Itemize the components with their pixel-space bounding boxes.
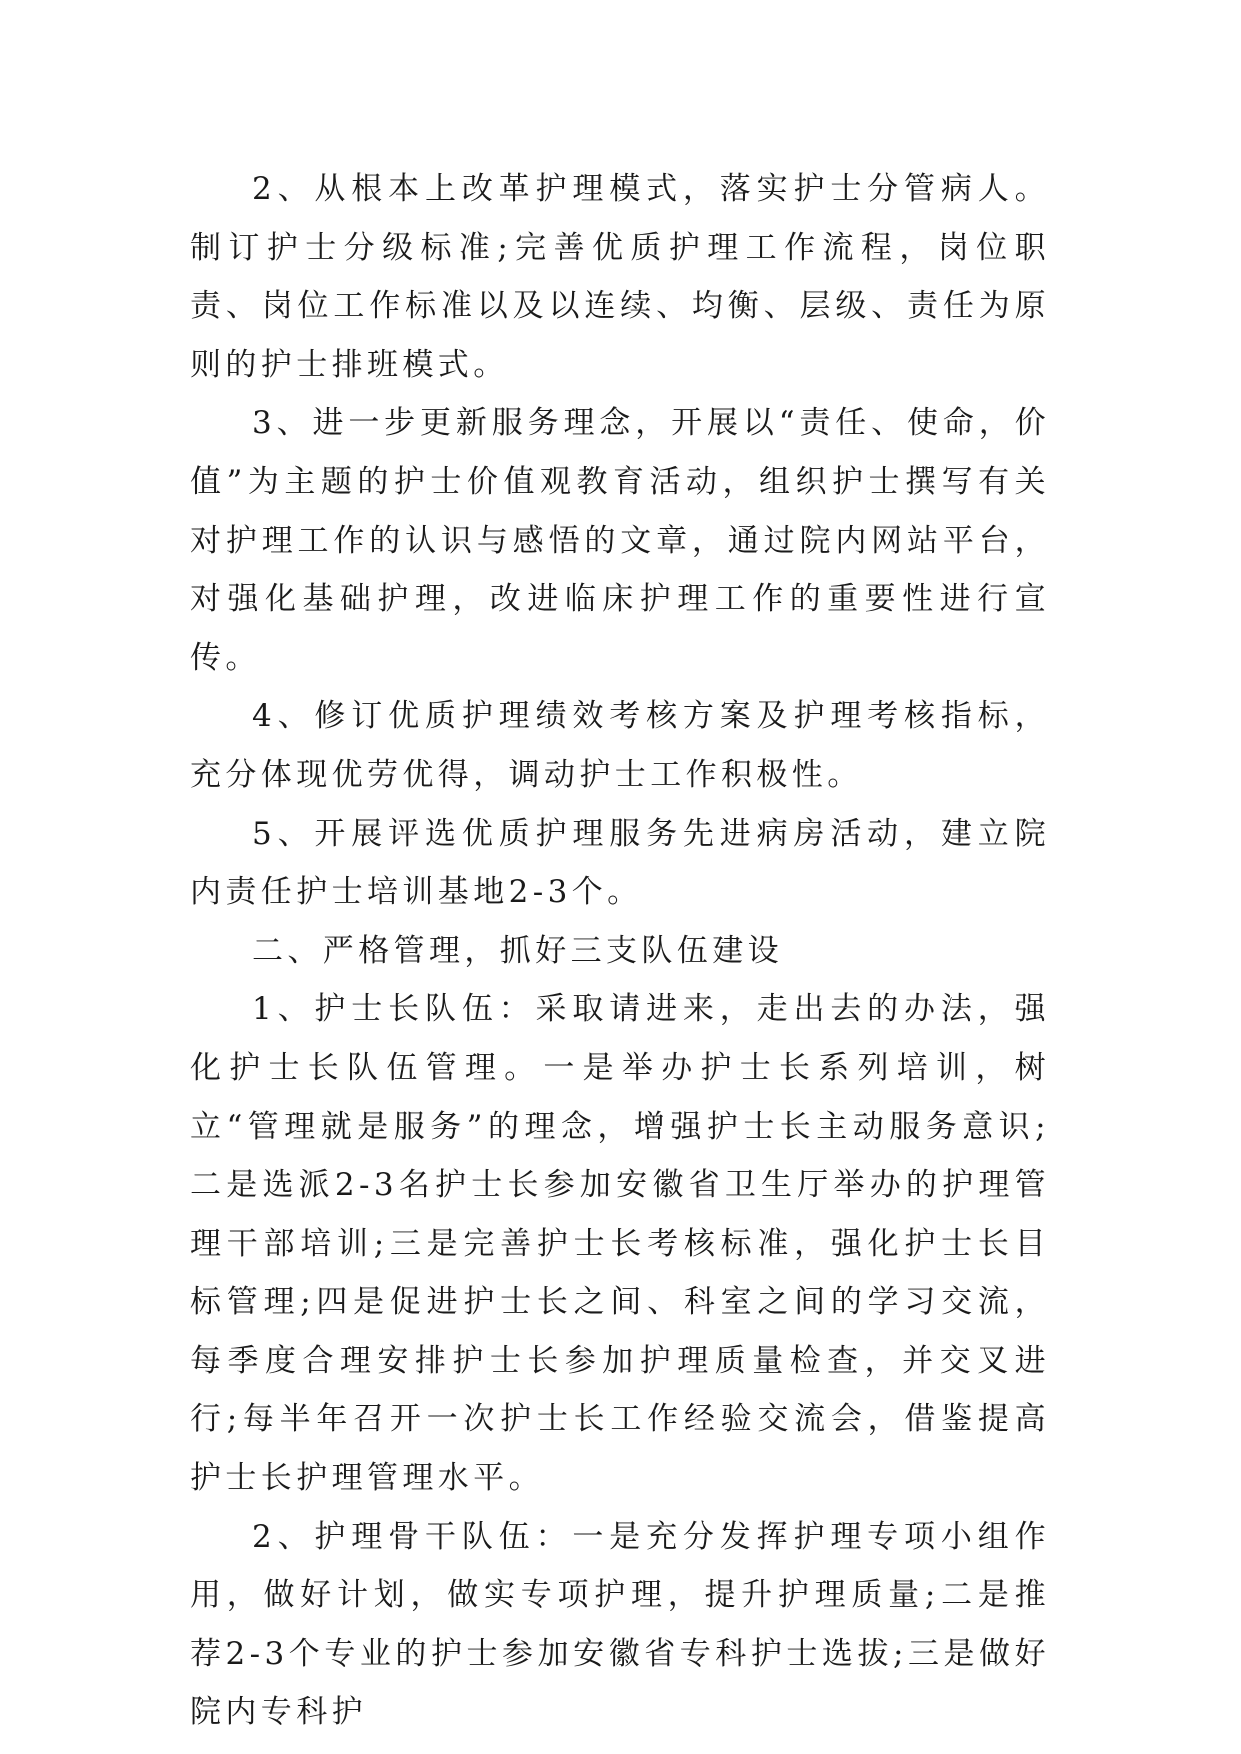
paragraph-item-4-performance-assessment: 4、修订优质护理绩效考核方案及护理考核指标，充分体现优劳优得，调动护士工作积极性。 [190,698,1050,793]
section-heading-team-building: 二、严格管理，抓好三支队伍建设 [252,932,783,969]
document-body [190,160,1050,1742]
paragraph-head-nurse-team: 1、护士长队伍：采取请进来，走出去的办法，强化护士长队伍管理。一是举办护士长系列培训，树立“管理就是服务”的理念，增强护士长主动服务意识;二是选派2-3名护士长参加安徽省卫生厅举办的护理管理干部培训;三是完善护士长考核标准，强化护士长目标管理;四是促进护士长之间、科室之间的学习交流，每季度合理安排护士长参加护理质量检查，并交叉进行;每半年召开一次护士长工作经验交流会，借鉴提高护士长护理管理水平。 [190,991,1050,1497]
paragraph-nursing-backbone-team: 2、护理骨干队伍：一是充分发挥护理专项小组作用，做好计划，做实专项护理，提升护理质量;二是推荐2-3个专业的护士参加安徽省专科护士选拔;三是做好院内专科护 [190,1518,1050,1731]
paragraph-item-2-nursing-model: 2、从根本上改革护理模式，落实护士分管病人。制订护士分级标准;完善优质护理工作流程，岗位职责、岗位工作标准以及以连续、均衡、层级、责任为原则的护士排班模式。 [190,171,1050,383]
paragraph-item-5-model-ward: 5、开展评选优质护理服务先进病房活动，建立院内责任护士培训基地2-3个。 [190,815,1050,911]
paragraph-item-3-service-concept: 3、进一步更新服务理念，开展以“责任、使命，价值”为主题的护士价值观教育活动，组织护士撰写有关对护理工作的认识与感悟的文章，通过院内网站平台，对强化基础护理，改进临床护理工作的重要性进行宣传。 [190,405,1050,676]
